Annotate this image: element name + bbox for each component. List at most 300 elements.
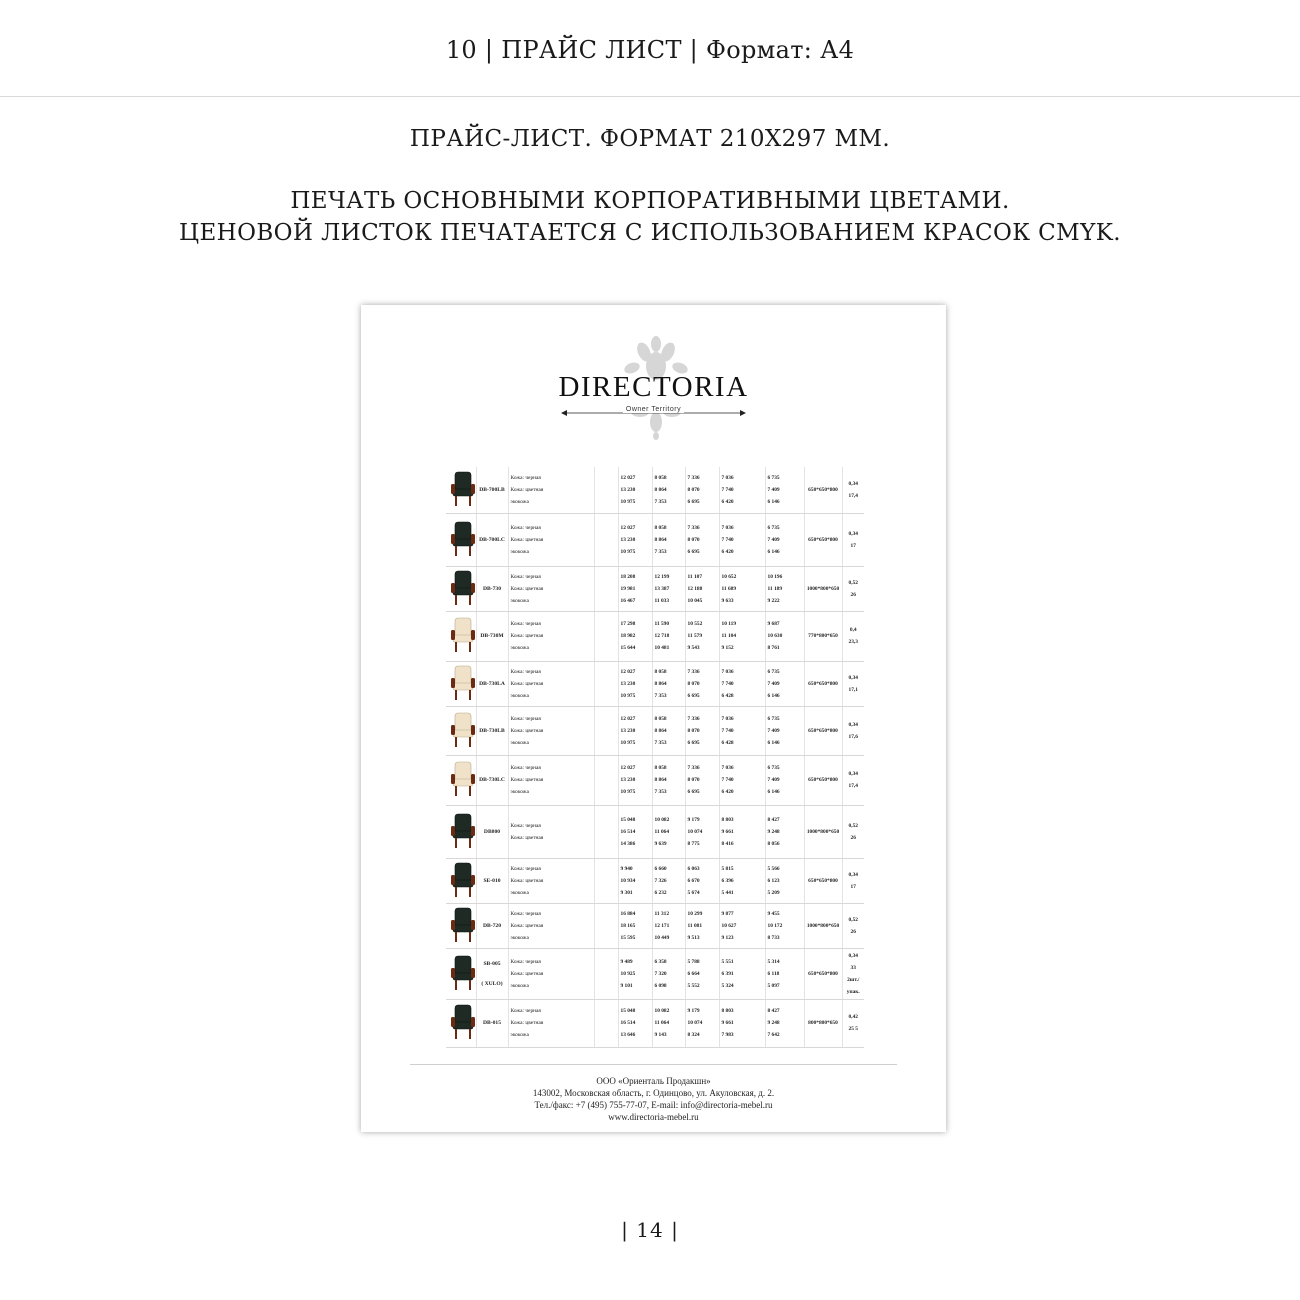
- price-value: 11 064: [654, 828, 670, 835]
- price-value: 9 152: [721, 645, 734, 651]
- price-value: 9 143: [654, 1032, 667, 1038]
- product-volume-weight: [842, 513, 864, 566]
- price-column: [685, 661, 719, 706]
- price-value: 8 864: [654, 777, 667, 783]
- price-value: 5 552: [687, 982, 700, 989]
- price-value: 12 171: [654, 922, 670, 929]
- spacer-cell: [594, 805, 618, 858]
- product-row: [446, 903, 864, 948]
- price-value: 7 409: [767, 486, 780, 493]
- chair-image: [446, 755, 476, 805]
- price-column: [618, 805, 652, 858]
- price-value: 9 179: [687, 1008, 700, 1014]
- footer-company: ООО «Ориенталь Продакшн»: [596, 1076, 711, 1086]
- product-model: [476, 999, 508, 1047]
- chair-image: [446, 467, 476, 513]
- chair-image: [446, 999, 476, 1047]
- price-value: 18 208: [620, 573, 636, 580]
- price-column: [652, 805, 685, 858]
- product-materials: [508, 948, 594, 999]
- product-dimensions: 1000*800*650: [804, 903, 842, 948]
- price-value: 8 058: [654, 524, 667, 531]
- material-item: Кожа: цветная: [510, 777, 544, 783]
- footer-contacts: Тел./факс: +7 (495) 755-77-07, E-mail: info@directoria-mebel.ru: [534, 1100, 773, 1110]
- price-value: 11 081: [687, 922, 703, 929]
- chair-icon: [448, 568, 476, 608]
- price-column: [652, 566, 685, 611]
- price-column: [652, 611, 685, 661]
- chair-icon: [448, 811, 476, 851]
- price-value: 10 552: [687, 621, 703, 627]
- product-model: [476, 467, 508, 513]
- price-value: 6 146: [767, 548, 780, 555]
- price-column: [618, 611, 652, 661]
- price-value: 6 664: [687, 970, 700, 977]
- price-column: [719, 755, 765, 805]
- volume-value: 26: [850, 834, 856, 841]
- material-item: Кожа: цветная: [510, 633, 544, 639]
- product-row: [446, 513, 864, 566]
- product-materials: [508, 566, 594, 611]
- material-item: экокожа: [510, 597, 529, 604]
- price-column: [685, 467, 719, 513]
- price-value: 9 179: [687, 816, 700, 823]
- volume-value: 0,34: [848, 771, 858, 777]
- material-item: Кожа: черная: [510, 621, 541, 627]
- price-column: [618, 755, 652, 805]
- price-value: 6 428: [721, 692, 734, 699]
- product-volume-weight: [842, 858, 864, 903]
- price-value: 5 815: [721, 865, 734, 872]
- chair-icon: [448, 953, 476, 993]
- price-column: [765, 467, 804, 513]
- model-code: DB-730: [482, 585, 502, 592]
- price-value: 13 646: [620, 1032, 636, 1038]
- price-value: 13 230: [620, 536, 636, 543]
- volume-value: 17,4: [848, 783, 858, 789]
- volume-value: 17: [850, 883, 856, 890]
- chair-icon: [448, 905, 476, 945]
- price-value: 8 070: [687, 536, 700, 543]
- price-value: 10 082: [654, 816, 670, 823]
- price-value: 10 934: [620, 877, 636, 884]
- price-value: 7 740: [721, 536, 734, 543]
- volume-value: 23,3: [848, 639, 858, 645]
- price-column: [685, 566, 719, 611]
- product-materials: [508, 467, 594, 513]
- price-value: 9 301: [620, 889, 633, 896]
- volume-value: 2шт./упак.: [846, 976, 860, 995]
- material-item: Кожа: цветная: [510, 536, 544, 543]
- price-value: 9 222: [767, 597, 780, 604]
- price-value: 11 689: [721, 585, 737, 592]
- price-column: [765, 566, 804, 611]
- volume-value: 0,34: [848, 721, 858, 728]
- price-value: 9 687: [767, 621, 780, 627]
- product-dimensions: 800*800*650: [804, 999, 842, 1047]
- product-dimensions: 650*650*800: [804, 661, 842, 706]
- price-value: 7 336: [687, 668, 700, 675]
- chair-icon: [448, 759, 476, 799]
- price-value: 9 661: [721, 1020, 734, 1026]
- price-value: 7 336: [687, 474, 700, 481]
- material-item: экокожа: [510, 548, 529, 555]
- price-value: 9 513: [687, 934, 700, 941]
- spacer-cell: [594, 706, 618, 755]
- price-value: 10 975: [620, 692, 636, 699]
- chair-icon: [448, 1002, 476, 1042]
- material-item: Кожа: черная: [510, 765, 541, 771]
- volume-value: 17,6: [848, 733, 858, 740]
- page-header: [0, 0, 1300, 97]
- volume-value: 17,4: [848, 492, 858, 499]
- price-value: 6 695: [687, 548, 700, 555]
- price-column: [765, 805, 804, 858]
- price-column: [618, 467, 652, 513]
- model-code: DB-730M: [480, 633, 504, 639]
- price-value: 8 058: [654, 765, 667, 771]
- price-value: 9 455: [767, 910, 780, 917]
- brand-tagline: Owner Territory: [361, 406, 946, 413]
- price-value: 8 733: [767, 934, 780, 941]
- price-value: 10 074: [687, 828, 703, 835]
- price-value: 10 481: [654, 645, 670, 651]
- chair-image: [446, 858, 476, 903]
- price-value: 9 877: [721, 910, 734, 917]
- price-column: [652, 755, 685, 805]
- product-row: [446, 755, 864, 805]
- price-value: 10 630: [767, 633, 783, 639]
- footer-website: www.directoria-mebel.ru: [608, 1112, 699, 1122]
- price-value: 10 652: [721, 573, 737, 580]
- price-value: 8 864: [654, 680, 667, 687]
- price-value: 6 420: [721, 548, 734, 555]
- price-value: 11 104: [721, 633, 737, 639]
- price-value: 7 409: [767, 680, 780, 687]
- price-column: [685, 858, 719, 903]
- price-list-sheet: [361, 305, 946, 1132]
- price-value: 9 123: [721, 934, 734, 941]
- price-column: [685, 903, 719, 948]
- price-value: 7 983: [721, 1032, 734, 1038]
- price-value: 8 056: [767, 840, 780, 847]
- price-value: 13 230: [620, 486, 636, 493]
- material-item: экокожа: [510, 739, 529, 746]
- price-column: [618, 661, 652, 706]
- material-item: экокожа: [510, 789, 529, 795]
- product-volume-weight: [842, 611, 864, 661]
- product-dimensions: 1000*800*650: [804, 566, 842, 611]
- price-value: 9 633: [721, 597, 734, 604]
- chair-image: [446, 661, 476, 706]
- product-dimensions: 650*650*800: [804, 755, 842, 805]
- product-materials: [508, 903, 594, 948]
- price-value: 5 551: [721, 958, 734, 965]
- product-row: [446, 566, 864, 611]
- price-column: [719, 513, 765, 566]
- price-column: [685, 805, 719, 858]
- price-value: 12 027: [620, 668, 636, 675]
- model-code-alt: ( XULO): [481, 980, 503, 987]
- material-item: Кожа: цветная: [510, 970, 544, 977]
- product-dimensions: 650*650*800: [804, 467, 842, 513]
- price-value: 11 064: [654, 1020, 670, 1026]
- material-item: Кожа: черная: [510, 1008, 541, 1014]
- price-column: [765, 513, 804, 566]
- chair-icon: [448, 469, 476, 509]
- price-value: 6 420: [721, 789, 734, 795]
- spacer-cell: [594, 611, 618, 661]
- price-column: [719, 858, 765, 903]
- price-value: 15 048: [620, 1008, 636, 1014]
- product-model: [476, 513, 508, 566]
- material-item: Кожа: черная: [510, 822, 541, 829]
- product-dimensions: 770*800*650: [804, 611, 842, 661]
- price-value: 6 735: [767, 715, 780, 722]
- price-column: [652, 903, 685, 948]
- product-row: [446, 706, 864, 755]
- price-value: 13 230: [620, 680, 636, 687]
- model-code: DB-720: [482, 922, 502, 929]
- price-value: 10 172: [767, 922, 783, 929]
- volume-value: 0,52: [848, 822, 858, 829]
- price-value: 8 427: [767, 1008, 780, 1014]
- volume-value: 26: [850, 928, 856, 935]
- product-volume-weight: [842, 467, 864, 513]
- price-column: [719, 948, 765, 999]
- model-code: DB-700LB: [479, 486, 505, 493]
- price-value: 6 735: [767, 765, 780, 771]
- price-value: 5 788: [687, 958, 700, 965]
- price-value: 7 642: [767, 1032, 780, 1038]
- material-item: экокожа: [510, 692, 529, 699]
- chair-image: [446, 805, 476, 858]
- price-value: 5 314: [767, 958, 780, 965]
- model-code: SB-005: [483, 960, 501, 967]
- spacer-cell: [594, 999, 618, 1047]
- sheet-footer: [410, 1064, 897, 1123]
- price-value: 8 803: [721, 1008, 734, 1014]
- price-column: [719, 999, 765, 1047]
- price-value: 5 441: [721, 889, 734, 896]
- price-value: 7 353: [654, 548, 667, 555]
- volume-value: 0,34: [848, 674, 858, 681]
- price-value: 12 188: [687, 585, 703, 592]
- volume-value: 26: [850, 591, 856, 598]
- product-model: [476, 611, 508, 661]
- price-column: [618, 903, 652, 948]
- price-value: 9 489: [620, 958, 633, 965]
- price-column: [685, 948, 719, 999]
- price-value: 10 975: [620, 739, 636, 746]
- price-value: 10 045: [687, 597, 703, 604]
- product-volume-weight: [842, 706, 864, 755]
- price-value: 7 740: [721, 727, 734, 734]
- price-value: 10 975: [620, 789, 636, 795]
- price-value: 13 387: [654, 585, 670, 592]
- price-value: 10 119: [721, 621, 737, 627]
- volume-value: 0,34: [848, 480, 858, 487]
- price-value: 7 740: [721, 777, 734, 783]
- spacer-cell: [594, 513, 618, 566]
- price-column: [652, 467, 685, 513]
- price-value: 11 579: [687, 633, 703, 639]
- material-item: Кожа: черная: [510, 668, 541, 675]
- price-value: 11 107: [687, 573, 703, 580]
- price-value: 7 740: [721, 486, 734, 493]
- price-column: [765, 948, 804, 999]
- price-column: [618, 999, 652, 1047]
- price-value: 16 467: [620, 597, 636, 604]
- product-materials: [508, 999, 594, 1047]
- price-value: 8 070: [687, 486, 700, 493]
- price-value: 7 409: [767, 777, 780, 783]
- price-value: 6 146: [767, 739, 780, 746]
- page-number: | 14 |: [621, 1218, 679, 1242]
- price-value: 14 386: [620, 840, 636, 847]
- model-code: SE-010: [483, 877, 501, 884]
- price-value: 12 199: [654, 573, 670, 580]
- price-column: [618, 706, 652, 755]
- price-value: 15 595: [620, 934, 636, 941]
- price-value: 7 036: [721, 715, 734, 722]
- price-value: 11 312: [654, 910, 670, 917]
- model-code: DB-730LA: [479, 680, 505, 687]
- material-item: Кожа: цветная: [510, 1020, 544, 1026]
- price-value: 7 336: [687, 765, 700, 771]
- material-item: Кожа: черная: [510, 865, 541, 872]
- price-value: 18 982: [620, 633, 636, 639]
- price-value: 6 063: [687, 865, 700, 872]
- price-value: 16 884: [620, 910, 636, 917]
- product-row: [446, 661, 864, 706]
- price-value: 12 027: [620, 474, 636, 481]
- price-value: 7 353: [654, 498, 667, 505]
- spacer-cell: [594, 467, 618, 513]
- price-value: 10 196: [767, 573, 783, 580]
- chair-icon: [448, 860, 476, 900]
- volume-value: 25 5: [848, 1026, 858, 1032]
- product-volume-weight: [842, 566, 864, 611]
- price-value: 13 230: [620, 777, 636, 783]
- price-value: 6 660: [654, 865, 667, 872]
- price-value: 9 248: [767, 1020, 780, 1026]
- price-value: 8 324: [687, 1032, 700, 1038]
- product-row: [446, 999, 864, 1047]
- volume-value: 0,42: [848, 1014, 858, 1020]
- price-value: 8 864: [654, 486, 667, 493]
- product-model: [476, 755, 508, 805]
- description-line-2: ПЕЧАТЬ ОСНОВНЫМИ КОРПОРАТИВНЫМИ ЦВЕТАМИ.: [290, 188, 1010, 214]
- chair-image: [446, 611, 476, 661]
- material-item: экокожа: [510, 1032, 529, 1038]
- price-value: 6 695: [687, 739, 700, 746]
- spacer-cell: [594, 903, 618, 948]
- price-value: 10 074: [687, 1020, 703, 1026]
- price-value: 9 639: [654, 840, 667, 847]
- price-value: 9 248: [767, 828, 780, 835]
- price-value: 19 981: [620, 585, 636, 592]
- price-value: 10 627: [721, 922, 737, 929]
- volume-value: 0,52: [848, 579, 858, 586]
- price-column: [618, 858, 652, 903]
- model-code: DB-700LC: [479, 536, 505, 543]
- price-value: 6 098: [654, 982, 667, 989]
- price-value: 5 566: [767, 865, 780, 872]
- model-code: DB-015: [482, 1020, 502, 1026]
- volume-value: 0,52: [848, 916, 858, 923]
- product-materials: [508, 805, 594, 858]
- price-column: [652, 999, 685, 1047]
- product-model: [476, 566, 508, 611]
- model-code: DB800: [483, 828, 501, 835]
- price-column: [652, 948, 685, 999]
- spacer-cell: [594, 661, 618, 706]
- product-materials: [508, 611, 594, 661]
- price-value: 6 118: [767, 970, 780, 977]
- price-value: 8 058: [654, 474, 667, 481]
- price-value: 10 449: [654, 934, 670, 941]
- price-value: 6 695: [687, 692, 700, 699]
- product-dimensions: 1000*800*650: [804, 805, 842, 858]
- price-value: 7 326: [654, 877, 667, 884]
- price-value: 8 427: [767, 816, 780, 823]
- product-volume-weight: [842, 948, 864, 999]
- chair-icon: [448, 615, 476, 655]
- price-value: 7 409: [767, 536, 780, 543]
- product-row: [446, 858, 864, 903]
- material-item: Кожа: цветная: [510, 727, 544, 734]
- price-value: 12 718: [654, 633, 670, 639]
- material-item: Кожа: цветная: [510, 486, 544, 493]
- price-value: 9 940: [620, 865, 633, 872]
- product-materials: [508, 706, 594, 755]
- price-column: [719, 611, 765, 661]
- price-column: [685, 611, 719, 661]
- volume-value: 0,34: [848, 952, 858, 959]
- price-value: 8 775: [687, 840, 700, 847]
- price-value: 8 070: [687, 680, 700, 687]
- price-column: [685, 755, 719, 805]
- price-value: 5 097: [767, 982, 780, 989]
- price-value: 7 336: [687, 524, 700, 531]
- material-item: экокожа: [510, 498, 529, 505]
- price-value: 12 027: [620, 715, 636, 722]
- price-value: 7 036: [721, 765, 734, 771]
- price-value: 8 864: [654, 727, 667, 734]
- product-volume-weight: [842, 755, 864, 805]
- price-column: [652, 513, 685, 566]
- price-column: [652, 858, 685, 903]
- price-column: [652, 661, 685, 706]
- product-model: [476, 706, 508, 755]
- price-value: 8 761: [767, 645, 780, 651]
- price-value: 15 644: [620, 645, 636, 651]
- chair-image: [446, 513, 476, 566]
- material-item: Кожа: цветная: [510, 877, 544, 884]
- spacer-cell: [594, 948, 618, 999]
- price-value: 5 674: [687, 889, 700, 896]
- material-item: Кожа: черная: [510, 474, 541, 481]
- price-column: [719, 805, 765, 858]
- volume-value: 33: [850, 964, 856, 971]
- price-value: 6 735: [767, 524, 780, 531]
- product-materials: [508, 755, 594, 805]
- price-value: 6 146: [767, 692, 780, 699]
- model-code: DB-730LB: [479, 727, 505, 734]
- price-value: 6 735: [767, 474, 780, 481]
- price-column: [719, 706, 765, 755]
